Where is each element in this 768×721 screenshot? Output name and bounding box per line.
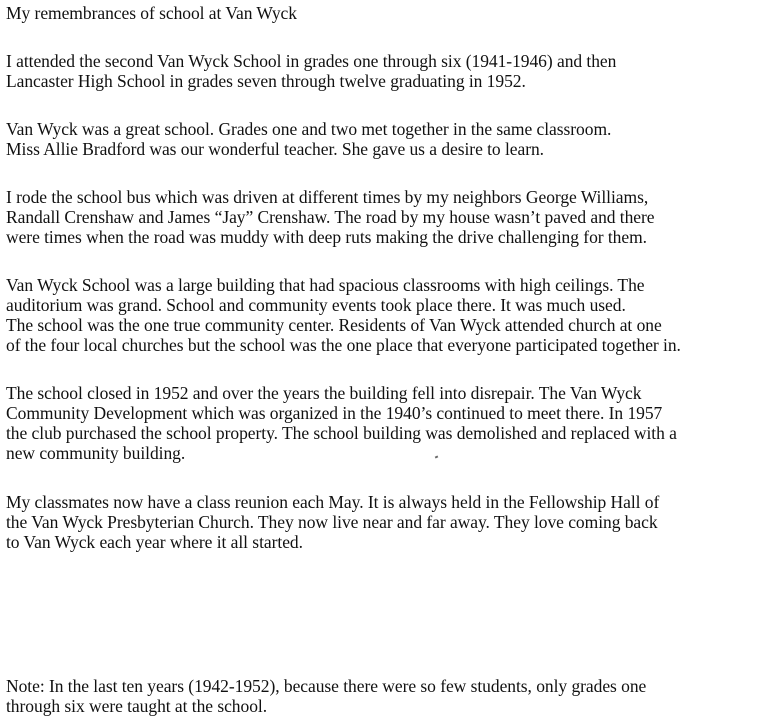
scan-speck [435, 455, 439, 458]
paragraph-3-line-3: were times when the road was muddy with deep ruts making the drive challenging for them. [6, 227, 647, 247]
document-title: My remembrances of school at Van Wyck [6, 3, 297, 23]
paragraph-2-line-2: Miss Allie Bradford was our wonderful teacher. She gave us a desire to learn. [6, 139, 545, 159]
note-line-2: through six were taught at the school. [6, 696, 268, 716]
paragraph-6-line-1: My classmates now have a class reunion each May. It is always held in the Fellowship Hall of [6, 492, 660, 512]
note-line-1: Note: In the last ten years (1942-1952), because there were so few students, only grades one [6, 676, 647, 696]
paragraph-4-line-1: Van Wyck School was a large building that had spacious classrooms with high ceilings. The [6, 275, 645, 295]
paragraph-5-line-1: The school closed in 1952 and over the years the building fell into disrepair. The Van Wyck [6, 383, 642, 403]
paragraph-5-line-4: new community building. [6, 443, 186, 463]
paragraph-4-line-2: auditorium was grand. School and community events took place there. It was much used. [6, 295, 626, 315]
paragraph-1-line-1: I attended the second Van Wyck School in grades one through six (1941-1946) and then [6, 51, 617, 71]
paragraph-4-line-4: of the four local churches but the school was the one place that everyone participated together in. [6, 335, 681, 355]
paragraph-5-line-3: the club purchased the school property. The school building was demolished and replaced with a [6, 423, 677, 443]
paragraph-5-line-2: Community Development which was organized in the 1940’s continued to meet there. In 1957 [6, 403, 663, 423]
paragraph-1-line-2: Lancaster High School in grades seven through twelve graduating in 1952. [6, 71, 526, 91]
paragraph-3-line-1: I rode the school bus which was driven at different times by my neighbors George Williams, [6, 187, 649, 207]
paragraph-6-line-2: the Van Wyck Presbyterian Church. They now live near and far away. They love coming back [6, 512, 658, 532]
paragraph-3-line-2: Randall Crenshaw and James “Jay” Crenshaw. The road by my house wasn’t paved and there [6, 207, 655, 227]
paragraph-2-line-1: Van Wyck was a great school. Grades one and two met together in the same classroom. [6, 119, 612, 139]
paragraph-6-line-3: to Van Wyck each year where it all started. [6, 532, 303, 552]
paragraph-4-line-3: The school was the one true community center. Residents of Van Wyck attended church at one [6, 315, 662, 335]
